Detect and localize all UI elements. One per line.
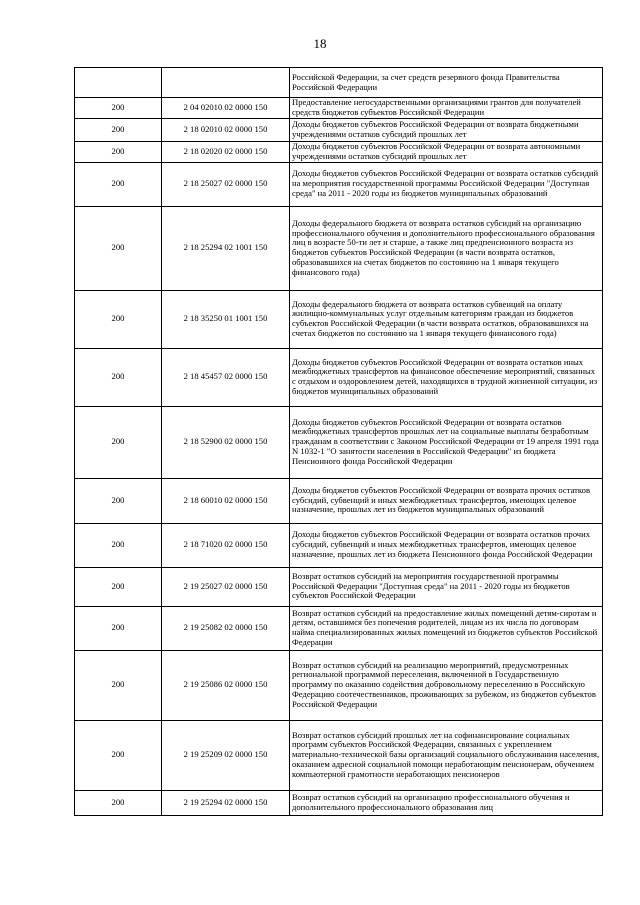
admin-code-cell: 200 bbox=[75, 567, 162, 606]
revenue-name-cell: Возврат остатков субсидий на предоставление жилых помещений детям-сиротам и детям, оставшимся без попечения родителей, лицам из их числа по договорам найма специализированных жилых помещений из бюджетов субъектов Российской Федерации bbox=[290, 606, 603, 650]
admin-code-cell: 200 bbox=[75, 720, 162, 790]
table-row bbox=[75, 650, 603, 720]
table-row bbox=[75, 206, 603, 290]
revenue-name-cell: Доходы бюджетов субъектов Российской Федерации от возврата прочих остатков субсидий, субвенций и иных межбюджетных трансфертов, имеющих целевое назначение, прошлых лет из бюджетов муниципальных образований bbox=[290, 478, 603, 523]
admin-code-cell: 200 bbox=[75, 118, 162, 141]
revenue-name-cell: Доходы бюджетов субъектов Российской Федерации от возврата остатков межбюджетных трансфертов прошлых лет на социальные выплаты безработным гражданам в соответствии с Законом Российской Федерации от 19 апреля 1991 года N 1032-1 "О занятости населения в Российской Федерации" из бюджета Пенсионного фонда Российской Федерации bbox=[290, 406, 603, 478]
admin-code-cell: 200 bbox=[75, 478, 162, 523]
revenue-name-cell: Доходы бюджетов субъектов Российской Федерации от возврата бюджетными учреждениями остатков субсидий прошлых лет bbox=[290, 118, 603, 141]
budget-classification-table bbox=[74, 67, 603, 816]
classification-code-cell: 2 18 35250 01 1001 150 bbox=[162, 290, 290, 348]
admin-code-cell: 200 bbox=[75, 162, 162, 206]
classification-code-cell: 2 18 02020 02 0000 150 bbox=[162, 141, 290, 162]
revenue-name-cell: Возврат остатков субсидий на организацию профессионального обучения и дополнительного профессионального образования лиц bbox=[290, 790, 603, 815]
table-row bbox=[75, 118, 603, 141]
revenue-name-cell: Доходы бюджетов субъектов Российской Федерации от возврата остатков иных межбюджетных трансфертов на финансовое обеспечение мероприятий, связанных с отдыхом и оздоровлением детей, находящихся в трудной жизненной ситуации, из бюджетов муниципальных образований bbox=[290, 348, 603, 406]
classification-code-cell: 2 19 25027 02 0000 150 bbox=[162, 567, 290, 606]
table-row bbox=[75, 162, 603, 206]
admin-code-cell: 200 bbox=[75, 606, 162, 650]
classification-code-cell: 2 18 60010 02 0000 150 bbox=[162, 478, 290, 523]
page-number: 18 bbox=[313, 36, 327, 51]
table-row bbox=[75, 68, 603, 98]
classification-code-cell: 2 18 71020 02 0000 150 bbox=[162, 523, 290, 567]
classification-code-cell: 2 18 45457 02 0000 150 bbox=[162, 348, 290, 406]
classification-code-cell: 2 04 02010 02 0000 150 bbox=[162, 98, 290, 119]
table-row bbox=[75, 720, 603, 790]
table-row bbox=[75, 406, 603, 478]
classification-code-cell: 2 19 25209 02 0000 150 bbox=[162, 720, 290, 790]
revenue-name-cell: Возврат остатков субсидий на мероприятия государственной программы Российской Федерации "Доступная среда" на 2011 - 2020 годы из бюджетов субъектов Российской Федерации bbox=[290, 567, 603, 606]
table-row bbox=[75, 348, 603, 406]
revenue-name-cell: Предоставление негосударственными организациями грантов для получателей средств бюджетов субъектов Российской Федерации bbox=[290, 98, 603, 119]
admin-code-cell: 200 bbox=[75, 348, 162, 406]
classification-code-cell: 2 19 25086 02 0000 150 bbox=[162, 650, 290, 720]
classification-code-cell: 2 18 52900 02 0000 150 bbox=[162, 406, 290, 478]
revenue-name-cell: Доходы федерального бюджета от возврата остатков субвенций на оплату жилищно-коммунальных услуг отдельным категориям граждан из бюджетов субъектов Российской Федерации (в части возврата остатков, образовавшихся на счетах бюджетов по состоянию на 1 января текущего финансового года) bbox=[290, 290, 603, 348]
table-row bbox=[75, 290, 603, 348]
classification-code-cell: 2 19 25294 02 0000 150 bbox=[162, 790, 290, 815]
admin-code-cell: 200 bbox=[75, 141, 162, 162]
admin-code-cell bbox=[75, 68, 162, 98]
table-row bbox=[75, 567, 603, 606]
revenue-name-cell: Доходы бюджетов субъектов Российской Федерации от возврата автономными учреждениями остатков субсидий прошлых лет bbox=[290, 141, 603, 162]
table-row bbox=[75, 141, 603, 162]
revenue-name-cell: Доходы бюджетов субъектов Российской Федерации от возврата остатков прочих субсидий, субвенций и иных межбюджетных трансфертов, имеющих целевое назначение, прошлых лет из бюджета Пенсионного фонда Российской Федерации bbox=[290, 523, 603, 567]
classification-code-cell: 2 18 02010 02 0000 150 bbox=[162, 118, 290, 141]
table-row bbox=[75, 523, 603, 567]
table-row bbox=[75, 478, 603, 523]
revenue-name-cell: Возврат остатков субсидий на реализацию мероприятий, предусмотренных региональной программой переселения, включенной в Государственную программу по оказанию содействия добровольному переселению в Российскую Федерацию соотечественников, проживающих за рубежом, из бюджетов субъектов Российской Федерации bbox=[290, 650, 603, 720]
revenue-name-cell: Российской Федерации, за счет средств резервного фонда Правительства Российской Федерации bbox=[290, 68, 603, 98]
admin-code-cell: 200 bbox=[75, 98, 162, 119]
classification-code-cell: 2 19 25082 02 0000 150 bbox=[162, 606, 290, 650]
table-row bbox=[75, 98, 603, 119]
revenue-name-cell: Доходы федерального бюджета от возврата остатков субсидий на организацию профессионального обучения и дополнительного профессионального образования лиц в возрасте 50-ти лет и старше, а также лиц предпенсионного возраста из бюджетов субъектов Российской Федерации (в части возврата остатков, образовавшихся на счетах бюджетов по состоянию на 1 января текущего финансового года) bbox=[290, 206, 603, 290]
table-row bbox=[75, 790, 603, 815]
table-row bbox=[75, 606, 603, 650]
revenue-name-cell: Возврат остатков субсидий прошлых лет на софинансирование социальных программ субъектов Российской Федерации, связанных с укреплением материально-технической базы организаций социального обслуживания населения, оказанием адресной социальной помощи неработающим пенсионерам, обучением компьютерной грамотности неработающих пенсионеров bbox=[290, 720, 603, 790]
admin-code-cell: 200 bbox=[75, 406, 162, 478]
admin-code-cell: 200 bbox=[75, 206, 162, 290]
classification-code-cell bbox=[162, 68, 290, 98]
classification-code-cell: 2 18 25294 02 1001 150 bbox=[162, 206, 290, 290]
admin-code-cell: 200 bbox=[75, 290, 162, 348]
classification-code-cell: 2 18 25027 02 0000 150 bbox=[162, 162, 290, 206]
admin-code-cell: 200 bbox=[75, 523, 162, 567]
revenue-name-cell: Доходы бюджетов субъектов Российской Федерации от возврата остатков субсидий на мероприятия государственной программы Российской Федерации "Доступная среда" на 2011 - 2020 годы из бюджетов муниципальных образований bbox=[290, 162, 603, 206]
admin-code-cell: 200 bbox=[75, 650, 162, 720]
admin-code-cell: 200 bbox=[75, 790, 162, 815]
